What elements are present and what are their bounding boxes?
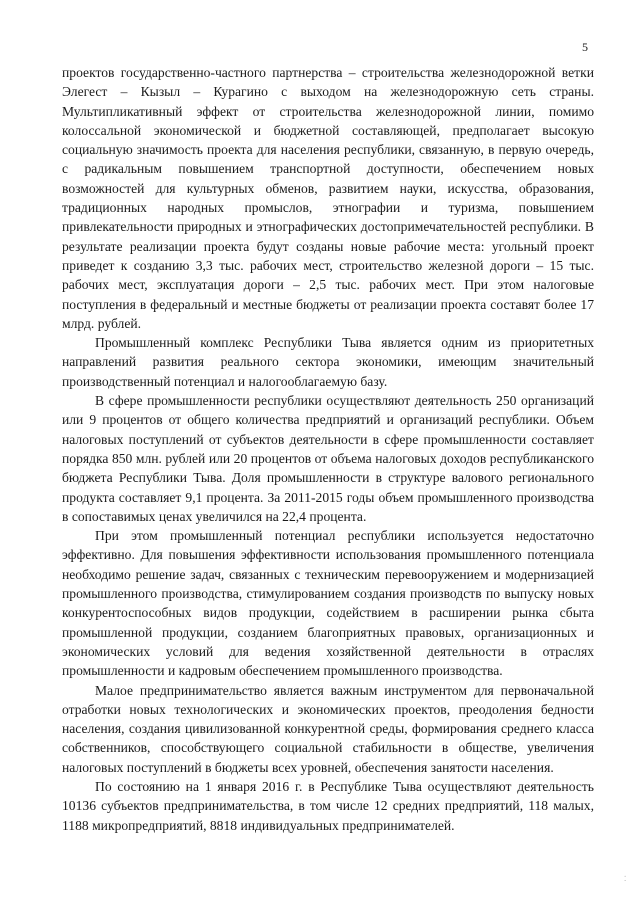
paragraph-small-business: Малое предпринимательство является важным инструментом для первоначальной отработки новых технологических и экономических проектов, преодоления бедности населения, создания цивилизованной конкурентной среды, формирования среднего класса собственников, способствующего социальной стабильности в обществе, увеличения налоговых поступлений в бюджеты всех уровней, обеспечения занятости населения. — [62, 682, 594, 775]
page-number: 5 — [582, 40, 588, 54]
paragraph-industry-statistics: В сфере промышленности республики осуществляют деятельность 250 организаций или 9 процентов от общего количества предприятий и организаций республики. Объем налоговых поступлений от субъектов деятельности в сфере промышленности составляет порядка 850 млн. рублей или 20 процентов от объема налоговых доходов республиканского бюджета Республики Тыва. Доля промышленности в структуре валового регионального продукта составляет 9,1 процента. За 2011-2015 годы объем промышленного производства в сопоставимых ценах увеличился на 22,4 процента. — [62, 393, 594, 524]
document-body — [62, 63, 594, 835]
paragraph-railway-project: проектов государственно-частного партнерства – строительства железнодорожной ветки Элегест – Кызыл – Курагино с выходом на железнодорожную сеть страны. Мультипликативный эффект от строительства железнодорожной линии, помимо колоссальной экономической и бюджетной составляющей, предполагает высокую социальную значимость проекта для населения республики, связанную, в первую очередь, с радикальным повышением транспортной доступности, обеспечением новых возможностей для культурных обменов, развитием науки, искусства, образования, традиционных народных промыслов, этнографии и туризма, повышением привлекательности природных и этнографических достопримечательностей республики. В результате реализации проекта будут созданы новые рабочие места: угольный проект приведет к созданию 3,3 тыс. рабочих мест, строительство железной дороги – 15 тыс. рабочих мест, эксплуатация дороги – 2,5 тыс. рабочих мест. При этом налоговые поступления в федеральный и местные бюджеты от реализации проекта составят более 17 млрд. рублей. — [62, 65, 594, 331]
paragraph-industrial-complex: Промышленный комплекс Республики Тыва является одним из приоритетных направлений развития реального сектора экономики, имеющим значительный производственный потенциал и налогооблагаемую базу. — [62, 335, 594, 389]
scan-margin-mark: ⁚ — [624, 875, 627, 883]
paragraph-business-count: По состоянию на 1 января 2016 г. в Республике Тыва осуществляют деятельность 10136 субъектов предпринимательства, в том числе 12 средних предприятий, 118 малых, 1188 микропредприятий, 8818 индивидуальных предпринимателей. — [62, 778, 594, 833]
paragraph-industrial-potential: При этом промышленный потенциал республики используется недостаточно эффективно. Для повышения эффективности использования промышленного потенциала необходимо решение задач, связанных с техническим перевооружением и модернизацией промышленного производства, стимулированием создания производств по выпуску новых конкурентоспособных видов продукции, содействием в расширении рынка сбыта промышленной продукции, созданием благоприятных правовых, организационных и экономических условий для ведения хозяйственной деятельности в отраслях промышленности и кадровым обеспечением промышленного производства. — [62, 528, 594, 679]
